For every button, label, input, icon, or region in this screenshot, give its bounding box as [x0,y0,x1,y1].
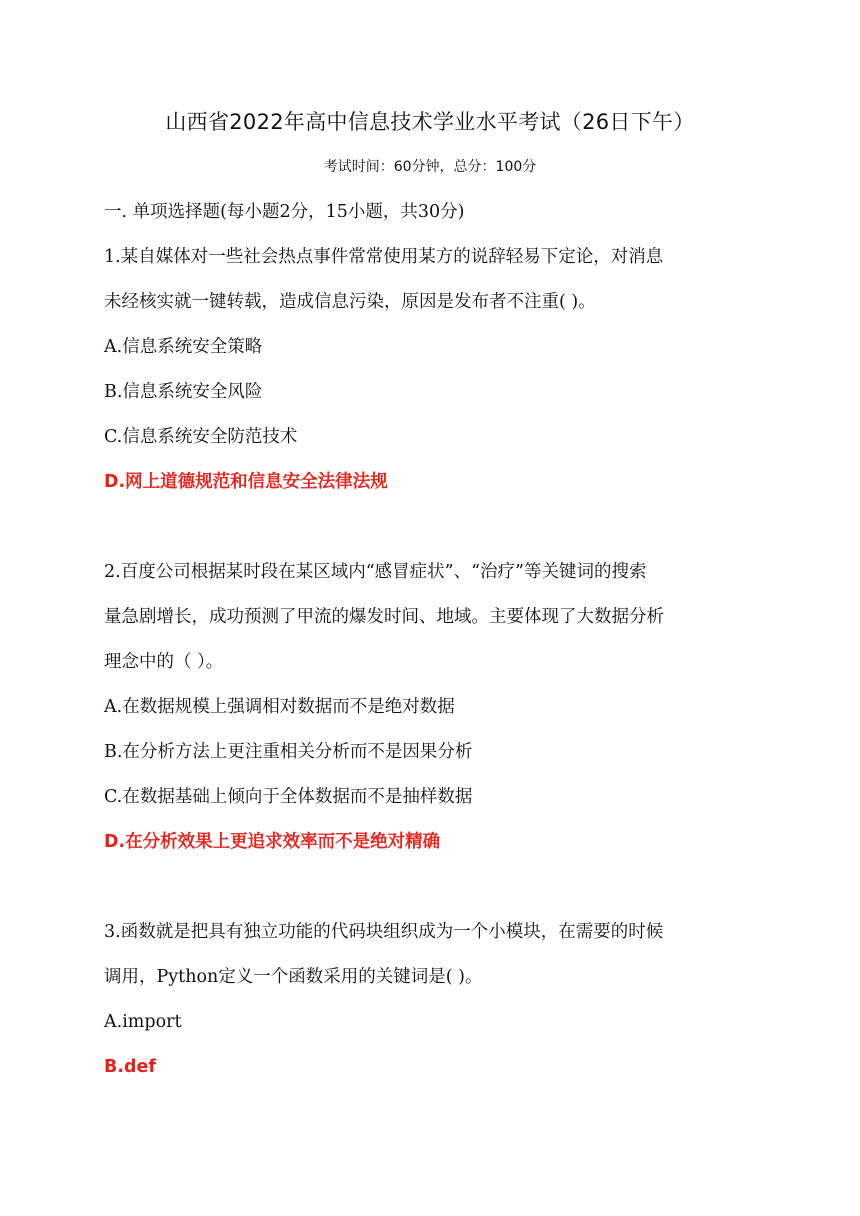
section-heading: 一. 单项选择题(每小题2分，15小题，共30分) [104,202,465,222]
question-2-option-d-answer: D.在分析效果上更追求效率而不是绝对精确 [104,832,441,852]
question-2-stem-line-3: 理念中的（ ）。 [104,652,224,672]
question-1-option-a: A.信息系统安全策略 [104,337,263,357]
question-1-stem-line-1: 1.某自媒体对一些社会热点事件常常使用某方的说辞轻易下定论，对消息 [104,247,664,267]
question-3-option-a: A.import [104,1012,182,1032]
exam-title: 山西省2022年高中信息技术学业水平考试（26日下午） [165,110,695,134]
question-1-option-d-answer: D.网上道德规范和信息安全法律法规 [104,472,388,492]
question-2-option-a: A.在数据规模上强调相对数据而不是绝对数据 [104,697,455,717]
question-2-stem-line-2: 量急剧增长，成功预测了甲流的爆发时间、地域。主要体现了大数据分析 [104,607,664,627]
question-1-stem-line-2: 未经核实就一键转载，造成信息污染，原因是发布者不注重( )。 [104,292,596,312]
question-1-option-c: C.信息系统安全防范技术 [104,427,298,447]
question-3-stem-line-2: 调用，Python定义一个函数采用的关键词是( )。 [104,967,483,987]
question-2-stem-line-1: 2.百度公司根据某时段在某区域内“感冒症状”、“治疗”等关键词的搜索 [104,562,647,582]
question-3-option-b-answer: B.def [104,1057,156,1077]
question-3-stem-line-1: 3.函数就是把具有独立功能的代码块组织成为一个小模块，在需要的时候 [104,922,664,942]
question-1-option-b: B.信息系统安全风险 [104,382,263,402]
question-2-option-b: B.在分析方法上更注重相关分析而不是因果分析 [104,742,473,762]
exam-subtitle: 考试时间：60分钟，总分：100分 [323,159,537,175]
question-2-option-c: C.在数据基础上倾向于全体数据而不是抽样数据 [104,787,473,807]
